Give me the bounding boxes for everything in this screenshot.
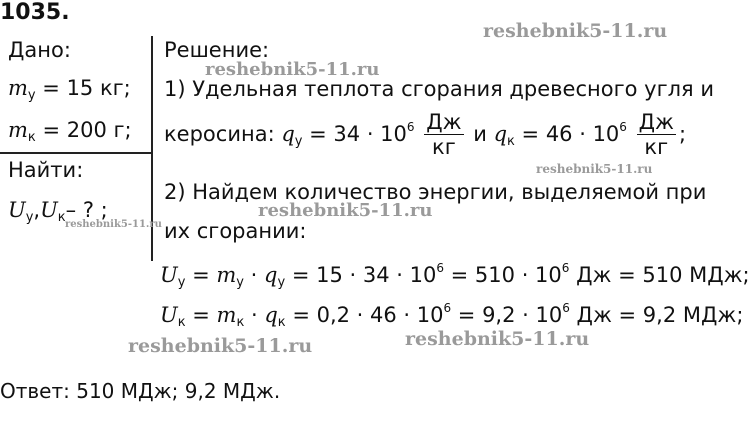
problem-number: 1035. bbox=[0, 0, 70, 25]
step1-line2: керосина: $q_у = 34 \cdot 10^6$ $\frac{Дж}{кг}$ и $q_к = 46 \cdot 10^6$ $\frac{Дж}{кг}$ ; bbox=[164, 110, 687, 159]
given-header: Дано: bbox=[8, 38, 71, 62]
find-unknowns: $U_у,U_к-$ ? ; bbox=[8, 198, 108, 225]
equation-kerosene: $U_к = m_к \cdot q_к = 0,2 \cdot 46 \cdot 10^6 = 9,2 \cdot 10^6$ Дж = 9,2 МДж; bbox=[160, 301, 744, 330]
unit-fraction-1: $\frac{Дж}{кг}$ bbox=[426, 110, 462, 159]
step2-line2: их сгорании: bbox=[164, 219, 307, 243]
answer-line: Ответ: 510 МДж; 9,2 МДж. bbox=[0, 379, 281, 403]
given-divider bbox=[0, 152, 152, 154]
given-mass-kerosene: $m_к = 200$ г; bbox=[8, 118, 132, 145]
watermark: reshebnik5-11.ru bbox=[483, 20, 668, 42]
watermark: reshebnik5-11.ru bbox=[65, 219, 162, 230]
equation-coal: $U_у = m_у \cdot q_у = 15 \cdot 34 \cdot 10^6 = 510 \cdot 10^6$ Дж = 510 МДж; bbox=[160, 261, 750, 290]
unit-fraction-2: $\frac{Дж}{кг}$ bbox=[638, 110, 674, 159]
find-header: Найти: bbox=[8, 158, 84, 182]
watermark: reshebnik5-11.ru bbox=[536, 162, 653, 176]
step2-line1: 2) Найдем количество энергии, выделяемой при bbox=[164, 180, 707, 204]
watermark: reshebnik5-11.ru bbox=[405, 328, 590, 350]
watermark: reshebnik5-11.ru bbox=[205, 59, 380, 80]
given-mass-coal: $m_у = 15$ кг; bbox=[8, 76, 131, 103]
step1-line1: 1) Удельная теплота сгорания древесного угля и bbox=[164, 77, 714, 101]
watermark: reshebnik5-11.ru bbox=[258, 200, 433, 221]
solution-header: Решение: bbox=[164, 38, 270, 62]
watermark: reshebnik5-11.ru bbox=[128, 335, 313, 357]
